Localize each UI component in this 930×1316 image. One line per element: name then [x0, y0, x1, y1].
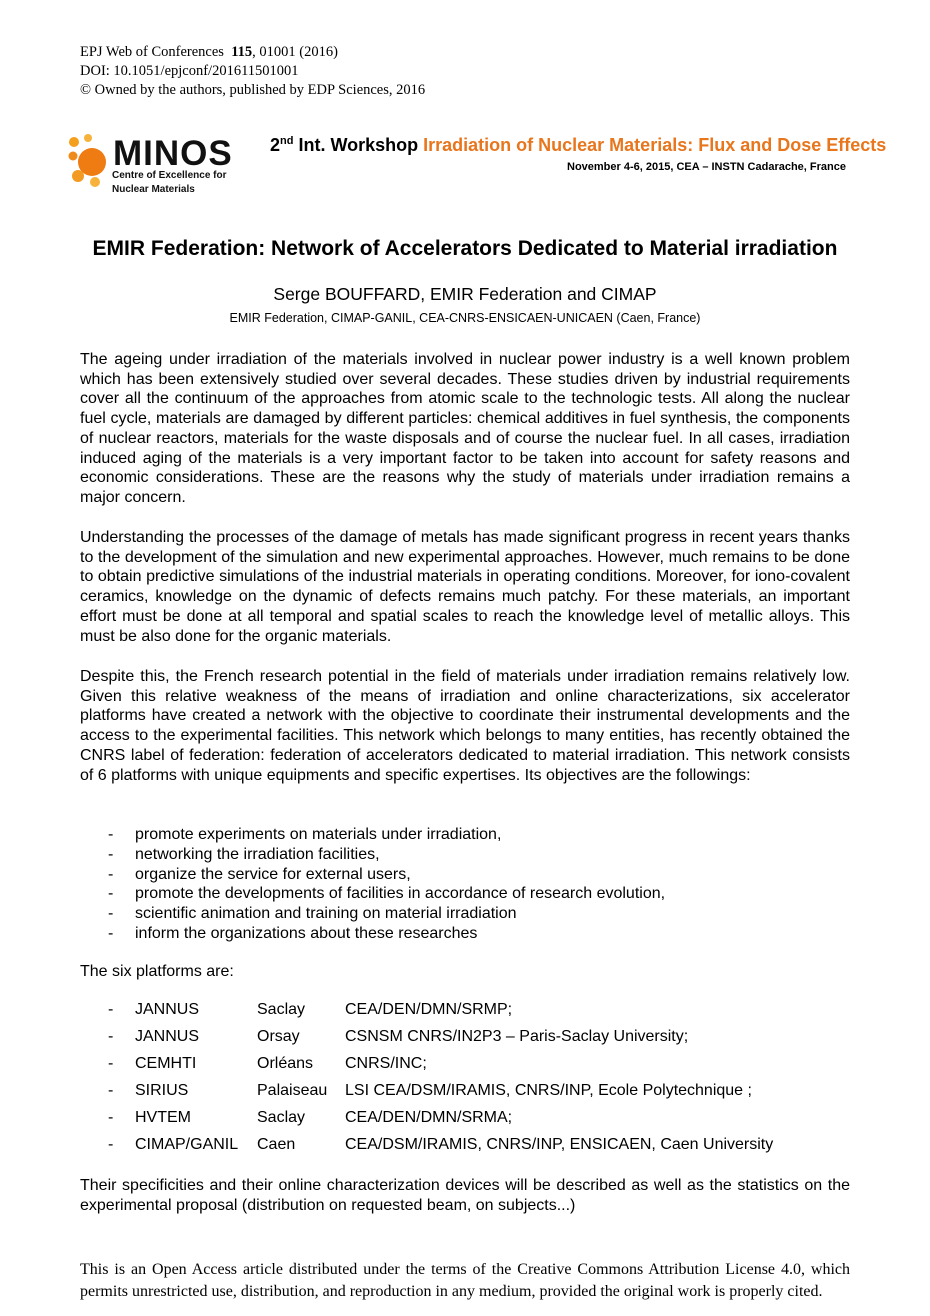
closing-paragraph: Their specificities and their online characterization devices will be described as well as the statistics on the experimental proposal (distribution on requested beam, on subjects...) — [80, 1177, 850, 1214]
minos-logo — [66, 132, 256, 202]
table-row: - CIMAP/GANIL Caen CEA/DSM/IRAMIS, CNRS/INP, ENSICAEN, Caen University — [80, 1136, 773, 1163]
table-row: - JANNUS Orsay CSNSM CNRS/IN2P3 – Paris-Saclay University; — [80, 1028, 773, 1055]
list-item: - scientific animation and training on material irradiation — [108, 905, 517, 923]
platform-org: CEA/DEN/DMN/SRMA; — [345, 1109, 513, 1126]
platform-org: CSNSM CNRS/IN2P3 – Paris-Saclay University; — [345, 1028, 689, 1045]
list-item: - promote the developments of facilities in accordance of research evolution, — [108, 885, 666, 903]
table-row: - SIRIUS Palaiseau LSI CEA/DSM/IRAMIS, CNRS/INP, Ecole Polytechnique ; — [80, 1082, 773, 1109]
workshop-dates: November 4-6, 2015, CEA – INSTN Cadarache, France — [567, 161, 846, 173]
minos-wordmark: MINOS — [113, 134, 233, 173]
doi-line: DOI: 10.1051/epjconf/201611501001 — [80, 63, 299, 79]
platform-name: JANNUS — [135, 1001, 200, 1018]
paragraph-3: Despite this, the French research potential in the field of materials under irradiation remains relatively low. Given this relative weakness of the means of irradiation and online characterizations, six accelerator platforms have created a network with the objective to coordinate their instrumental developments and the access to the experimental facilities. This network which belongs to many entities, has recently obtained the CNRS label of federation: federation of accelerators dedicated to material irradiation. This network consists of 6 platforms with unique equipments and specific expertises. Its objectives are the followings: — [80, 668, 850, 784]
list-item: - networking the irradiation facilities, — [108, 845, 380, 863]
platform-org: CEA/DEN/DMN/SRMP; — [345, 1001, 513, 1018]
copyright-line: © Owned by the authors, published by EDP Sciences, 2016 — [80, 82, 426, 98]
minos-dots-icon — [66, 132, 114, 192]
workshop-theme: Irradiation of Nuclear Materials: Flux and Dose Effects — [423, 135, 887, 155]
table-row: - HVTEM Saclay CEA/DEN/DMN/SRMA; — [80, 1109, 773, 1136]
platform-name: JANNUS — [135, 1028, 200, 1045]
table-row: - CEMHTI Orléans CNRS/INC; — [80, 1055, 773, 1082]
platform-name: CEMHTI — [135, 1055, 197, 1072]
license-footer: This is an Open Access article distributed under the terms of the Creative Commons Attribution License 4.0, which permits unrestricted use, distribution, and reproduction in any medium, provided the original work is properly cited. — [80, 1261, 850, 1300]
platform-site: Palaiseau — [257, 1082, 328, 1099]
platform-site: Saclay — [257, 1001, 306, 1018]
journal-header — [80, 43, 425, 100]
table-row: - JANNUS Saclay CEA/DEN/DMN/SRMP; — [80, 1001, 773, 1028]
platform-name: HVTEM — [135, 1109, 191, 1126]
platform-site: Caen — [257, 1136, 296, 1153]
minos-subtitle: Centre of Excellence for Nuclear Materials — [112, 170, 227, 195]
platform-site: Orsay — [257, 1028, 300, 1045]
paragraph-1: The ageing under irradiation of the materials involved in nuclear power industry is a well known problem which has been extensively studied over several decades. These studies driven by industrial requirements cover all the continuum of the approaches from atomic scale to the technologic tests. All along the nuclear fuel cycle, materials are damaged by different particles: chemical additives in fuel synthesis, the components of nuclear reactors, materials for the waste disposals and of course the nuclear fuel. In all cases, irradiation induced aging of the materials is a very important factor to be taken into account for safety reasons and economic considerations. These are the reasons why the study of materials under irradiation remains a major concern. — [80, 351, 850, 506]
platform-site: Saclay — [257, 1109, 306, 1126]
objectives-list — [80, 825, 850, 944]
paragraph-2: Understanding the processes of the damage of metals has made significant progress in recent years thanks to the development of the simulation and new experimental approaches. However, much remains to be done to obtain predictive simulations of the industrial materials in operating conditions. Moreover, for iono-covalent ceramics, knowledge on the dynamic of defects remains much patchy. For these materials, an important effort must be done at all temporal and spatial scales to reach the knowledge level of metallic alloys. This must be also done for the organic materials. — [80, 529, 850, 645]
platform-org: CEA/DSM/IRAMIS, CNRS/INP, ENSICAEN, Caen University — [345, 1136, 774, 1153]
platform-site: Orléans — [257, 1055, 314, 1072]
platforms-intro: The six platforms are: — [80, 963, 234, 980]
paper-title: EMIR Federation: Network of Accelerators Dedicated to Material irradiation — [92, 237, 838, 260]
paper-affiliation: EMIR Federation, CIMAP-GANIL, CEA-CNRS-ENSICAEN-UNICAEN (Caen, France) — [229, 311, 701, 325]
volume-number: 115 — [231, 44, 253, 60]
workshop-title: 2nd Int. Workshop Irradiation of Nuclear Materials: Flux and Dose Effects — [270, 135, 887, 155]
platform-name: SIRIUS — [135, 1082, 189, 1099]
platform-org: CNRS/INC; — [345, 1055, 427, 1072]
list-item: - promote experiments on materials under irradiation, — [108, 826, 502, 843]
platform-name: CIMAP/GANIL — [135, 1136, 239, 1153]
paper-author: Serge BOUFFARD, EMIR Federation and CIMAP — [273, 284, 657, 304]
platforms-table — [80, 1001, 773, 1163]
platform-org: LSI CEA/DSM/IRAMIS, CNRS/INP, Ecole Polytechnique ; — [345, 1082, 752, 1099]
list-item: - inform the organizations about these researches — [108, 924, 478, 942]
journal-citation: EPJ Web of Conferences 115, 01001 (2016) — [80, 44, 338, 60]
list-item: - organize the service for external users, — [108, 865, 411, 883]
